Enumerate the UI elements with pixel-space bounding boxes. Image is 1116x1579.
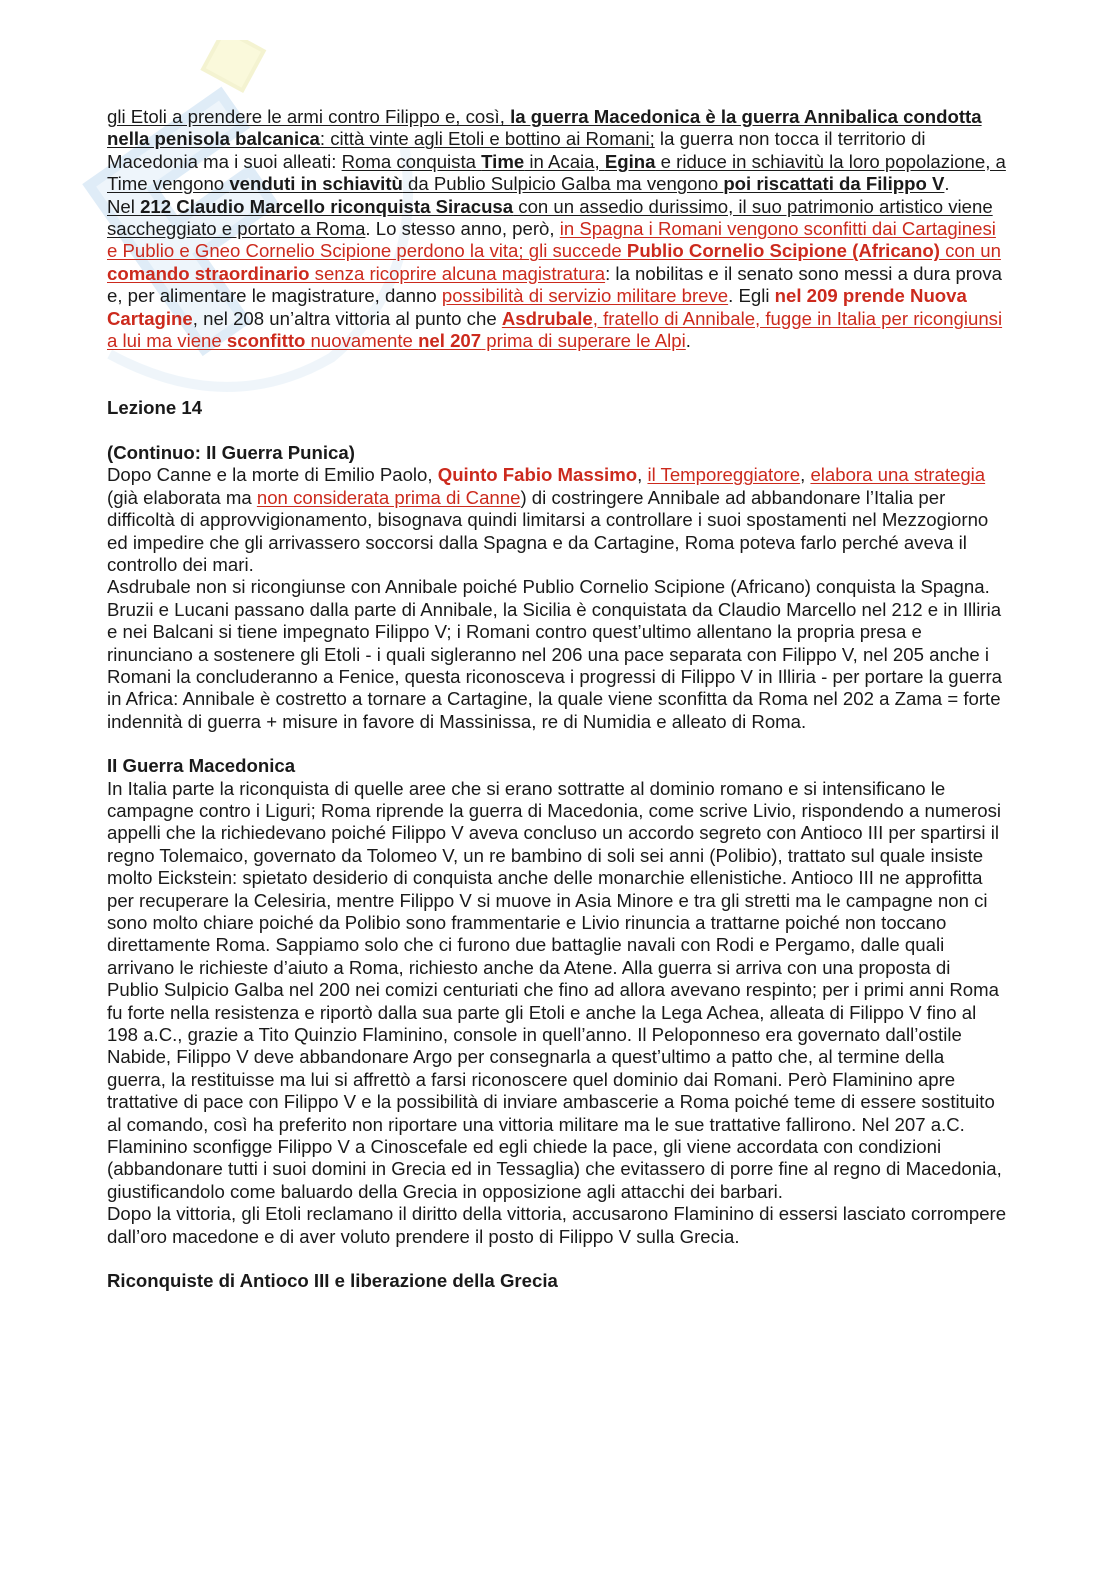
red-underlined-span: possibilità di servizio militare breve	[441, 285, 729, 307]
paragraph-macedonian-war: In Italia parte la riconquista di quelle aree che si erano sottratte al dominio romano e si intensificano le campagne contro i Liguri; Roma riprende la guerra di Macedonia, come scrive Livio, rispondendo a numerosi appelli che la richiedevano poiché Filippo V aveva concluso un accordo segreto con Antioco III per spartirsi il regno Tolemaico, governato da Tolomeo V, un re bambino di soli sei anni (Polibio), trattato sul quale insiste molto Eickstein: spietato desiderio di conquista anche delle monarchie ellenistiche. Antioco III ne approfitta per recuperare la Celesiria, mentre Filippo V si muove in Asia Minore e tra gli stretti ma le campagne non ci sono molto chiare poiché da Polibio sono frammentarie e Livio rinuncia a trattarne poiché non toccano direttamente Roma. Sappiamo solo che ci furono due battaglie navali con Rodi e Pergamo, dalle quali arrivano le richieste d’aiuto a Roma, richiesto anche da Atene. Alla guerra si arriva con una proposta di Publio Sulpicio Galba nel 200 nei comizi centuriati che fino ad allora avevano respinto; per i primi anni Roma fu forte nella resistenza e riportò dalla sua parte gli Etoli e anche la Lega Achea, alleata di Filippo V fino al 198 a.C., grazie a Tito Quinzio Flaminino, console in quell’anno. Il Peloponneso era governato dall’ostile Nabide, Filippo V deve abbandonare Argo per consegnarla a quest’ultimo a patto che, al termine della guerra, la restituisse ma lui si affrettò a farsi riconoscere quel dominio dai Romani. Però Flaminino apre trattative di pace con Filippo V e la possibilità di inviare ambascerie a Roma poiché teme di essere sostituito al comando, così ha preferito non riportare una vittoria militare ma le sue trattative fallirono. Nel 207 a.C. Flaminino sconfigge Filippo V a Cinoscefale ed egli chiede la pace, gli viene accordata con condizioni (abbandonare tutti i suoi domini in Grecia ed in Tessaglia) che evitassero di porre fine al regno di Macedonia, giustificandolo come baluardo della Grecia in opposizione agli attacchi dei barbari.	[107, 777, 1002, 1202]
paragraph-etoli: Dopo la vittoria, gli Etoli reclamano il diritto della vittoria, accusarono Flaminino di essersi lasciato corrompere dall’oro macedone e di aver voluto prendere il posto di Filippo V sulla Grecia.	[107, 1203, 1007, 1247]
underlined-span: Nel 212 Claudio Marcello riconquista Siracusa con un assedio durissimo, il suo patrimonio artistico viene saccheggiato e portato a Roma	[107, 195, 993, 240]
underlined-span: gli Etoli a prendere le armi contro Filippo e, così, la guerra Macedonica è la guerra Annibalica condotta nella penisola balcanica: città vinte agli Etoli e bottino ai Romani;	[107, 106, 982, 150]
document-page	[107, 106, 1007, 1293]
section-heading-macedonian-war: II Guerra Macedonica	[107, 755, 296, 777]
lesson-heading: Lezione 14	[107, 397, 203, 419]
paragraph-siracusa: Nel 212 Claudio Marcello riconquista Siracusa con un assedio durissimo, il suo patrimonio artistico viene saccheggiato e portato a Roma. Lo stesso anno, però, in Spagna i Romani vengono sconfitti dai Cartaginesi e Publio e Gneo Cornelio Scipione perdono la vita; gli succede Publio Cornelio Scipione (Africano) con un comando straordinario senza ricoprire alcuna magistratura: la nobilitas e il senato sono messi a dura prova e, per alimentare le magistrature, danno possibilità di servizio militare breve. Egli nel 209 prende Nuova Cartagine, nel 208 un’altra vittoria al punto che Asdrubale, fratello di Annibale, fugge in Italia per ricongiunsi a lui ma viene sconfitto nuovamente nel 207 prima di superare le Alpi.	[107, 195, 1003, 352]
red-underlined-span: Asdrubale, fratello di Annibale, fugge in Italia per ricongiunsi a lui ma viene sconfitto nuovamente nel 207 prima di superare le Alpi	[107, 307, 1003, 352]
paragraph-fabio-massimo: Dopo Canne e la morte di Emilio Paolo, Quinto Fabio Massimo, il Temporeggiatore, elabora una strategia (già elaborata ma non considerata prima di Canne) di costringere Annibale ad abbandonare l’Italia per difficoltà di approvvigionamento, bisognava quindi limitarsi a controllare i suoi spostamenti nel Mezzogiorno ed impedire che gli arrivassero soccorsi dalla Spagna e da Cartagine, Roma poteva farlo perché aveva il controllo dei mari.	[107, 464, 989, 575]
red-bold-span: nel 209 prende Nuova Cartagine	[107, 285, 967, 329]
red-underlined-span: in Spagna i Romani vengono sconfitti dai Cartaginesi e Publio e Gneo Cornelio Scipione perdono la vita; gli succede Publio Cornelio Scipione (Africano) con un comando straordinario senza ricoprire alcuna magistratura	[107, 218, 1001, 284]
section-heading-antioco: Riconquiste di Antioco III e liberazione della Grecia	[107, 1270, 558, 1292]
section-heading-punic-war: (Continuo: II Guerra Punica)	[107, 441, 355, 463]
underlined-span: Roma conquista Time in Acaia, Egina e riduce in schiavitù la loro popolazione, a Time vengono venduti in schiavitù da Publio Sulpicio Galba ma vengono poi riscattati da Filippo V	[107, 150, 1006, 195]
paragraph-macedonian-annibalic: gli Etoli a prendere le armi contro Filippo e, così, la guerra Macedonica è la guerra Annibalica condotta nella penisola balcanica: città vinte agli Etoli e bottino ai Romani; la guerra non tocca il territorio di Macedonia ma i suoi alleati: Roma conquista Time in Acaia, Egina e riduce in schiavitù la loro popolazione, a Time vengono venduti in schiavitù da Publio Sulpicio Galba ma vengono poi riscattati da Filippo V.	[107, 106, 1006, 195]
paragraph-asdrubale: Asdrubale non si ricongiunse con Annibale poiché Publio Cornelio Scipione (Africano) conquista la Spagna. Bruzii e Lucani passano dalla parte di Annibale, la Sicilia è conquistata da Claudio Marcello nel 212 e in Illiria e nei Balcani si tiene impegnato Filippo V; i Romani contro quest’ultimo allentano la propria presa e rinunciano a sostenere gli Etoli - i quali sigleranno nel 206 una pace separata con Filippo V, nel 205 anche i Romani la concluderanno a Fenice, questa riconosceva i progressi di Filippo V in Illiria - per portare la guerra in Africa: Annibale è costretto a tornare a Cartagine, la quale viene sconfitta da Roma nel 202 a Zama = forte indennità di guerra + misure in favore di Massinissa, re di Numidia e alleato di Roma.	[107, 576, 1003, 732]
